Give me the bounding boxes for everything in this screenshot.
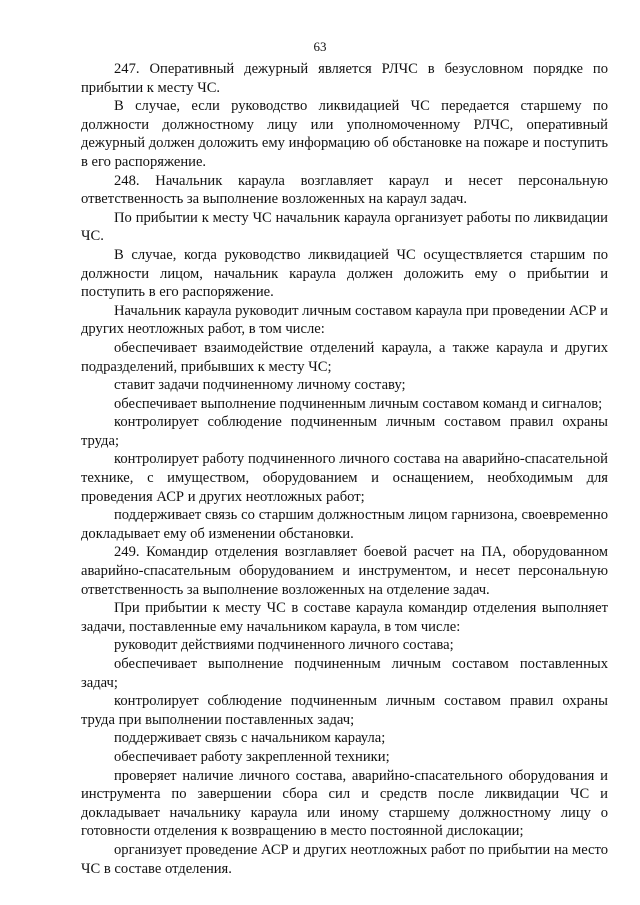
list-item: обеспечивает работу закрепленной техники; [114,748,390,765]
list-item: организует проведение АСР и других неотложных работ по прибытии на место ЧС в составе отделения. [81,841,608,877]
page-number: 63 [313,39,327,54]
list-item: контролирует соблюдение подчиненным личным составом правил охраны труда при выполнении поставленных задач; [81,693,608,728]
list-item: поддерживает связь с начальником караула; [114,730,386,747]
list-item: руководит действиями подчиненного личного состава; [114,637,454,654]
body-text [81,60,608,878]
paragraph: При прибытии к месту ЧС в составе караула командир отделения выполняет задачи, поставленные ему начальником караула, в том числе: [81,600,608,635]
list-item: поддерживает связь со старшим должностным лицом гарнизона, своевременно докладывает ему об изменении обстановки. [81,507,608,542]
list-item: обеспечивает взаимодействие отделений караула, а также караула и других подразделений, прибывших к месту ЧС; [81,339,608,375]
list-item: контролирует работу подчиненного личного состава на аварийно-спасательной технике, с имуществом, оборудованием и оснащением, необходимым для проведения АСР и других неотложных работ; [81,451,608,505]
paragraph: 249. Командир отделения возглавляет боевой расчет на ПА, оборудованном аварийно-спасательным оборудованием и инструментом, и несет персональную ответственность за выполнение возложенных на отделение задач. [81,544,608,598]
paragraph: 247. Оперативный дежурный является РЛЧС в безусловном порядке по прибытии к месту ЧС. [81,61,608,96]
list-item: обеспечивает выполнение подчиненным личным составом команд и сигналов; [114,395,603,412]
list-item: проверяет наличие личного состава, аварийно-спасательного оборудования и инструмента по завершении сбора сил и средств после ликвидации ЧС и докладывает начальнику караула или иному старшему должностному лицу о готовности отделения к возвращению в место постоянной дислокации; [81,767,608,840]
list-item: контролирует соблюдение подчиненным личным составом правил охраны труда; [81,414,608,449]
list-item: ставит задачи подчиненному личному составу; [114,377,406,394]
paragraph: В случае, когда руководство ликвидацией ЧС осуществляется старшим по должности лицом, начальник караула должен доложить ему о прибытии и поступить в его распоряжение. [81,246,608,301]
paragraph: По прибытии к месту ЧС начальник караула организует работы по ликвидации ЧС. [81,209,608,245]
paragraph: 248. Начальник караула возглавляет караул и несет персональную ответственность за выполнение возложенных на караул задач. [81,172,608,208]
list-item: обеспечивает выполнение подчиненным личным составом поставленных задач; [81,656,608,691]
paragraph: Начальник караула руководит личным составом караула при проведении АСР и других неотложных работ, в том числе: [81,302,608,338]
paragraph: В случае, если руководство ликвидацией ЧС передается старшему по должности должностному лицу или уполномоченному РЛЧС, оперативный дежурный должен доложить ему информацию об обстановке на пожаре и поступить в его распоряжение. [81,98,608,170]
